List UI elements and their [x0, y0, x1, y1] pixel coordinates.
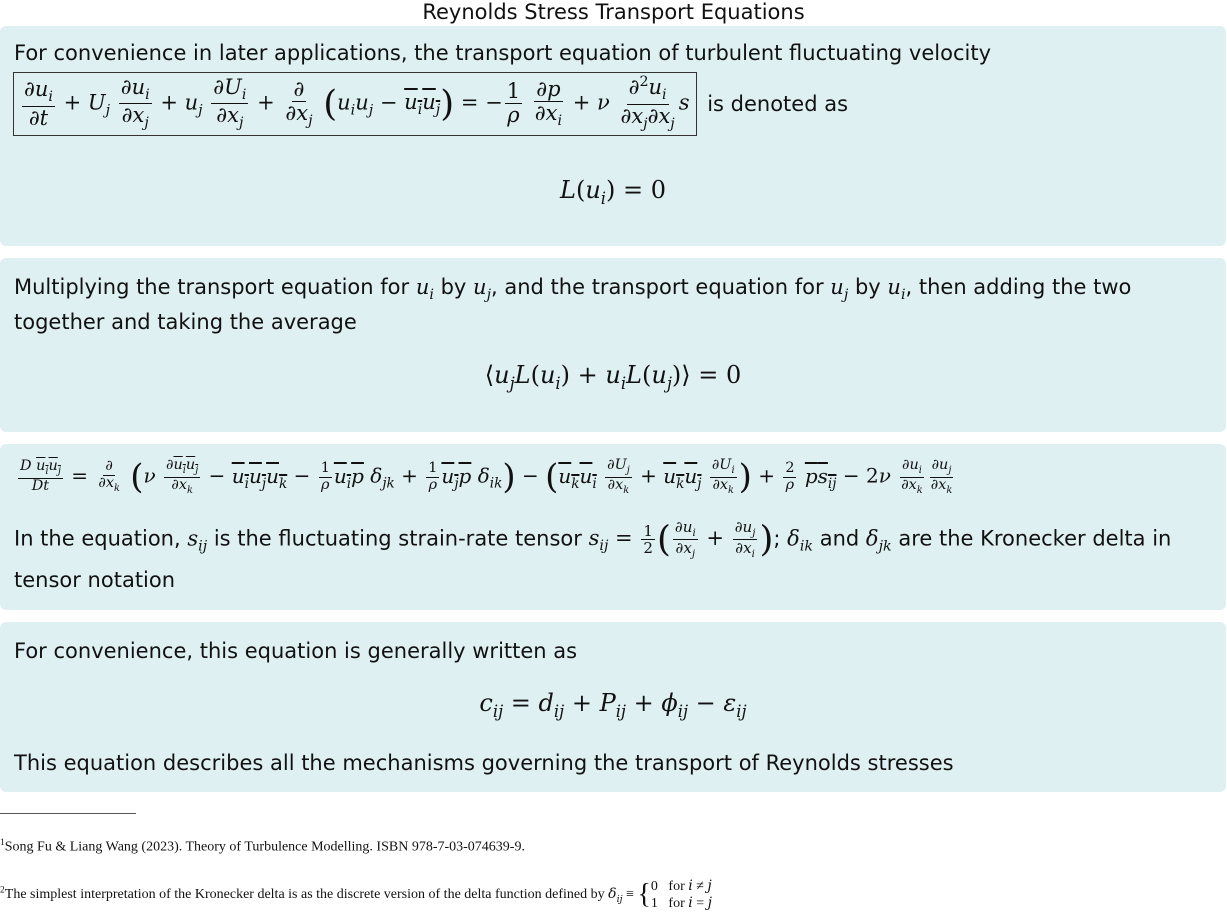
footnote-divider [0, 813, 136, 814]
average-equation: $⟨u_jL(u_i)$ + $u_iL(u_j)⟩ = 0$ [484, 361, 742, 393]
footnote-2: $^2$The simplest interpretation of the Kronecker delta is as the discrete version of the delta function defined by $\delta_{ij}$ ≡ { 0 for i ≠ j 1 for i = j [0, 878, 712, 911]
reynolds-stress-equation: $\frac{D u_iu_j}{Dt}$ = $\frac{\partial}{\partial x_k}$ (ν $\frac{\partial u_iu_j}{\partial x_k}$ − $u_iu_ju_k$ − $\frac{1}{\rho}$ $u_ip$ $\delta_{jk}$ + $\frac{1}{\rho}$ $u_jp$ $\delta_{ik}) - (u_ku_i$ $\frac{\partial U_j}{\partial x_k}$ + $u_ku_j$ $\frac{\partial U_i}{\partial x_k}$ ) + $\frac{2}{\rho}$ $ps_{ij} - 2\nu$ $\frac{\partial u_i}{\partial x_k}$ $\frac{\partial u_j}{\partial x_k}$ [20, 456, 953, 497]
card-general-form [0, 622, 1226, 792]
card1-intro: For convenience in later applications, the transport equation of turbulent fluctuating velocity [14, 41, 992, 65]
transport-equation: $\frac{\partial u_i}{\partial t}$ + $U_j$ $\frac{\partial u_i}{\partial x_j}$ + $u_j$ $\frac{\partial U_i}{\partial x_j}$ + $\frac{\partial}{\partial x_j}$ $(u_iu_j - u_iu_j)$ = − $\frac{1}{\rho}$ $\frac{\partial p}{\partial x_i}$ + ν $\frac{\partial^2u_i}{\partial x_j\partial x_j}$ s [13, 72, 697, 136]
card2-line2: together and taking the average [14, 310, 357, 334]
card3-line1: In the equation, $s_{ij}$ is the fluctuating strain-rate tensor $s_{ij}$ = $\frac{1}{2}$ ( $\frac{\partial u_i}{\partial x_j}$ + $\frac{\partial u_j}{\partial x_i}$ ); $\delta_{ik}$ and $\delta_{jk}$ are the Kronecker delta in [14, 518, 1172, 561]
short-form-equation: $L(u_i) = 0$ [560, 176, 666, 208]
transport-equation-row [13, 72, 848, 136]
card3-line2: tensor notation [14, 568, 176, 592]
page-title: Reynolds Stress Transport Equations [422, 0, 805, 24]
card1-denoted: is denoted as [707, 91, 849, 116]
card-velocity-transport [0, 26, 1226, 246]
footnote-1: $^1$Song Fu & Liang Wang (2023). Theory of Turbulence Modelling. ISBN 978-7-03-074639-9. [0, 838, 525, 855]
card4-conclusion: This equation describes all the mechanisms governing the transport of Reynolds stresses [14, 751, 954, 775]
card2-line1: Multiplying the transport equation for $u_i$ by $u_j$, and the transport equation for $u_j$ by $u_i$, then adding the two [14, 275, 1132, 304]
card4-intro: For convenience, this equation is generally written as [14, 639, 578, 663]
card-multiplication [0, 258, 1226, 432]
card-reynolds-equation [0, 444, 1226, 610]
general-equation: $c_{ij} = d_{ij} + P_{ij} + \phi_{ij} - \varepsilon_{ij}$ [479, 689, 747, 721]
